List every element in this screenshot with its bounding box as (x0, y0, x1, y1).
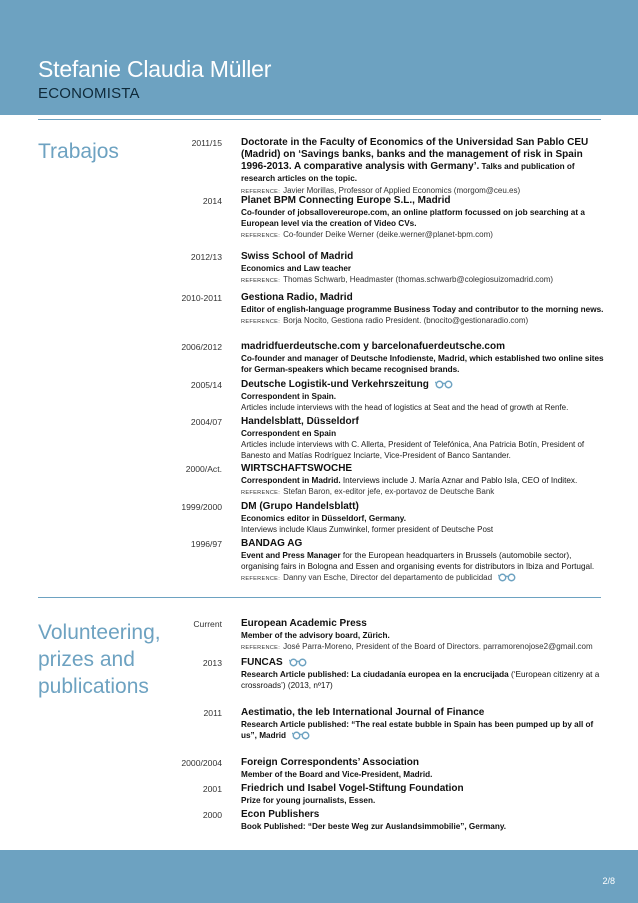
entry-role: Member of the advisory board, Zürich. (241, 631, 390, 640)
glasses-icon (289, 658, 307, 667)
entry-title: Swiss School of Madrid (241, 251, 354, 262)
entry-role: Event and Press Manager for the European headquarters in Brussels (automobile sector), organising fairs in Bologna and Essen and organising events for distributors in Ibiza and Portugal. (241, 551, 595, 571)
entry-role: Research Article published: “The real estate bubble in Spain has been pumped up by all of us”, Madrid (241, 720, 594, 740)
entry-reference: REFERENCE: Co-founder Deike Werner (deike.werner@planet-bpm.com) (241, 230, 493, 239)
entry-date: 2005/14 (190, 380, 222, 390)
divider-middle (38, 597, 601, 598)
entry-date: 2012/13 (190, 252, 222, 262)
volunteer-entry (0, 657, 638, 707)
glasses-icon (292, 731, 310, 740)
work-entry (0, 251, 638, 292)
entry-title: Planet BPM Connecting Europe S.L., Madrid (241, 195, 451, 206)
work-entry (0, 137, 638, 195)
entry-reference: REFERENCE: Borja Nocito, Gestiona radio President. (bnocito@gestionaradio.com) (241, 316, 529, 325)
entry-date: 2000/Act. (185, 464, 222, 474)
entry-date: 2014 (202, 196, 222, 206)
reference-label: REFERENCE: (241, 490, 281, 496)
entry-title: Gestiona Radio, Madrid (241, 292, 353, 303)
entry-date: 2013 (202, 658, 222, 668)
work-entry (0, 195, 638, 251)
entry-title: BANDAG AG (241, 538, 303, 549)
reference-label: REFERENCE: (241, 319, 281, 325)
reference-label: REFERENCE: (241, 233, 281, 239)
entry-role: Correspondent in Spain. (241, 392, 337, 401)
volunteer-entry (0, 809, 638, 835)
entry-date: Current (193, 619, 222, 629)
entry-title: Aestimatio, the Ieb International Journal of Finance (241, 707, 485, 718)
work-entry (0, 501, 638, 538)
entry-title: European Academic Press (241, 618, 367, 629)
entry-role: Co-founder and manager of Deutsche Infodienste, Madrid, which established two online sites for German-speakers which became recognised brands. (241, 354, 604, 374)
entry-text: Articles include interviews with the head of logistics at Seat and the head of growth at Renfe. (241, 403, 569, 412)
volunteer-entry (0, 618, 638, 657)
entry-reference: REFERENCE: Danny van Esche, Director del departamento de publicidad (241, 572, 606, 585)
work-entry (0, 416, 638, 463)
work-entry (0, 379, 638, 416)
entry-reference: REFERENCE: Javier Morillas, Professor of Applied Economics (morgom@ceu.es) (241, 186, 521, 195)
volunteer-entry (0, 707, 638, 757)
reference-label: REFERENCE: (241, 278, 281, 284)
entry-title: FUNCAS (241, 657, 606, 669)
entry-role: Research Article published: La ciudadanía europea en la encrucijada (‘European citizenry at a crossroads’) (2013, nº17) (241, 670, 600, 690)
entry-role: Co-founder of jobsallovereurope.com, an online platform focussed on job searching at a European level via the creation of Video CVs. (241, 208, 585, 228)
work-entry (0, 538, 638, 586)
entry-role: Editor of english-language programme Business Today and contributor to the morning news. (241, 305, 604, 314)
divider-top (38, 119, 601, 120)
entry-title: Handelsblatt, Düsseldorf (241, 416, 359, 427)
entry-title-suffix: Talks and publication of research articles on the topic. (241, 162, 575, 183)
section-title-volunteering: Volunteering, prizes and publications (38, 621, 161, 698)
entry-title: madridfuerdeutsche.com y barcelonafuerdeutsche.com (241, 341, 505, 352)
entry-date: 1999/2000 (181, 502, 222, 512)
entry-title: Econ Publishers (241, 809, 320, 820)
glasses-icon (435, 380, 453, 389)
entry-date: 2006/2012 (181, 342, 222, 352)
entry-role: Economics editor in Düsseldorf, Germany. (241, 514, 407, 523)
entry-title: DM (Grupo Handelsblatt) (241, 501, 359, 512)
entry-text: Interviews include Klaus Zumwinkel, former president of Deutsche Post (241, 525, 494, 534)
entry-date: 2000 (202, 810, 222, 820)
entry-title: Deutsche Logistik-und Verkehrszeitung (241, 379, 606, 391)
reference-label: REFERENCE: (241, 576, 281, 582)
entry-reference: REFERENCE: Thomas Schwarb, Headmaster (thomas.schwarb@colegiosuizomadrid.com) (241, 275, 554, 284)
work-entries (0, 137, 638, 586)
person-role: ECONOMISTA (38, 85, 140, 102)
volunteer-entries (0, 618, 638, 835)
work-entry (0, 463, 638, 501)
footer-band (0, 850, 638, 903)
entry-date: 1996/97 (190, 539, 222, 549)
reference-label: REFERENCE: (241, 645, 281, 651)
work-entry (0, 341, 638, 379)
entry-date: 2010-2011 (181, 293, 222, 303)
entry-role: Member of the Board and Vice-President, Madrid. (241, 770, 433, 779)
entry-date: 2011/15 (191, 138, 222, 148)
entry-role: Book Published: “Der beste Weg zur Auslandsimmobilie”, Germany. (241, 822, 507, 831)
entry-date: 2001 (202, 784, 222, 794)
header-band (0, 0, 638, 115)
entry-title: WIRTSCHAFTSWOCHE (241, 463, 353, 474)
reference-label: REFERENCE: (241, 189, 281, 195)
entry-role: Economics and Law teacher (241, 264, 352, 273)
work-entry (0, 292, 638, 341)
entry-role-suffix: for the European headquarters in Brussels (automobile sector), organising fairs in Bologna and Essen and organising events for distributors in Ibiza and Portugal. (241, 551, 595, 571)
entry-role-suffix: (‘European citizenry at a crossroads’) (2013, nº17) (241, 670, 600, 690)
entry-role-suffix: Interviews include J. María Aznar and Pablo Isla, CEO of Inditex. (340, 476, 578, 485)
section-title-work: Trabajos (38, 140, 119, 163)
volunteer-entry (0, 757, 638, 783)
volunteer-entry (0, 783, 638, 809)
entry-reference: REFERENCE: José Parra-Moreno, President of the Board of Directors. parramorenojose2@gmail.com (241, 642, 593, 651)
glasses-icon (498, 573, 516, 582)
entry-reference: REFERENCE: Stefan Baron, ex-editor jefe, ex-portavoz de Deutsche Bank (241, 487, 495, 496)
person-name: Stefanie Claudia Müller (38, 56, 272, 82)
entry-text: Articles include interviews with C. Allerta, President of Telefónica, Ana Patricia Botín, President of Banesto and Matías Rodríguez Inciarte, Vice-President of Banco Santander. (241, 440, 585, 460)
entry-title: Foreign Correspondents’ Association (241, 757, 419, 768)
entry-title: Friedrich und Isabel Vogel-Stiftung Foundation (241, 783, 464, 794)
entry-date: 2011 (203, 708, 222, 718)
entry-date: 2004/07 (190, 417, 222, 427)
entry-title: Doctorate in the Faculty of Economics of the Universidad San Pablo CEU (Madrid) on ‘Savings banks, banks and the management of risk in Spain 1996-2013. A comparative analysis with Germany’. Talks and publication of research articles on the topic. (241, 137, 589, 183)
page-number: 2/8 (602, 876, 615, 886)
entry-role: Prize for young journalists, Essen. (241, 796, 376, 805)
entry-role: Correspondent in Madrid. Interviews include J. María Aznar and Pablo Isla, CEO of Inditex. (241, 476, 578, 485)
entry-date: 2000/2004 (181, 758, 222, 768)
entry-role: Correspondent en Spain (241, 429, 337, 438)
